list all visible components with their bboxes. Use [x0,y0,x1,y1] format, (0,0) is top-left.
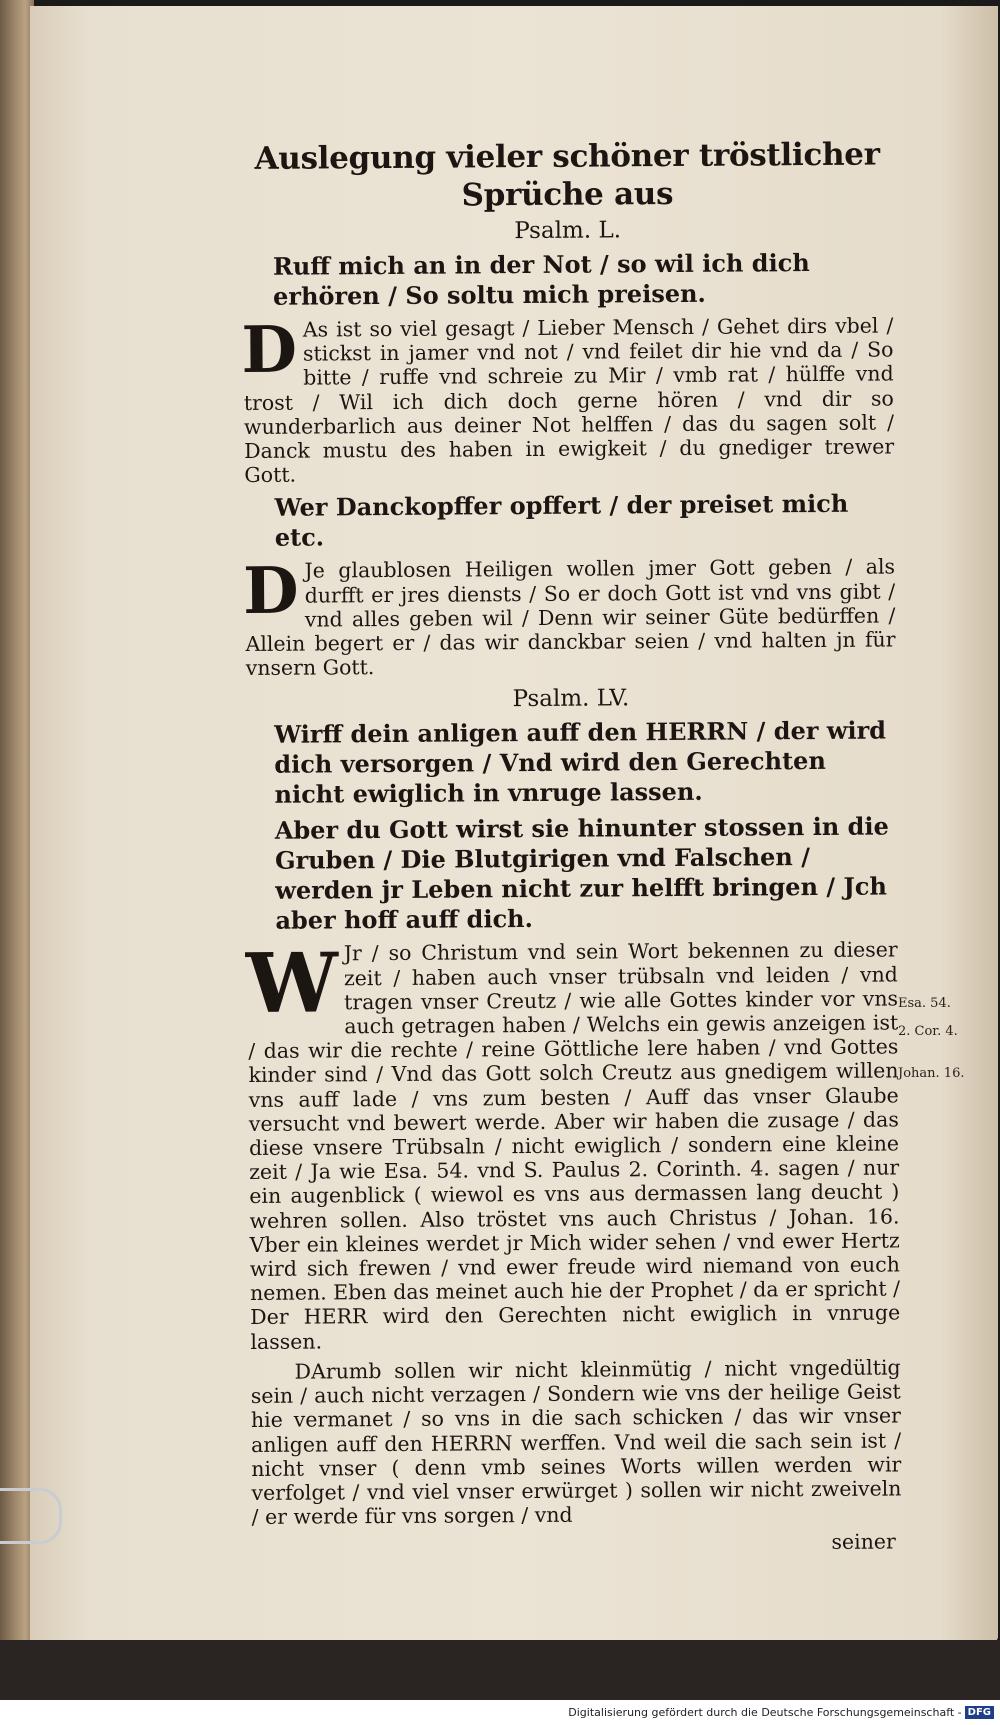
paragraph-text: Jr / so Christum vnd sein Wort bekennen zu dieser zeit / haben auch vnser trübsaln vnd leiden / vnd tragen vnser Creutz / wie alle Gottes kinder vor vns auch getragen haben / Welchs ein gewis anzeigen ist / das wir die rechte / reine Göttliche lere haben / vnd Gottes kinder sind / Vnd das Gott solch Creutz aus gnedigem willen vns auff lade / vns zum besten / Auff das vnser Glaube versucht vnd bewert werde. Aber wir haben die zusage / das diese vnsere Trübsaln / nicht ewiglich / sondern eine kleine zeit / Ja wie Esa. 54. vnd S. Paulus 2. Corinth. 4. sagen / nur ein augenblick ( wiewol es vns aus dermassen lang deucht ) wehren sollen. Also tröstet vns auch Christus / Johan. 16. Vber ein kleines werdet jr Mich wider sehen / vnd ewer Hertz wird sich frewen / vnd ewer freude wird niemand von euch nemen. Eben das meinet auch hie der Prophet / da er spricht / Der HERR wird den Gerechten nicht ewiglich in vnruge lassen. [248,937,901,1354]
verse-lv-2: Aber du Gott wirst sie hinunter stossen in die Gruben / Die Blutgirigen vnd Falschen / werden jr Leben nicht zur helfft bringen / Jch aber hoff auff dich. [274,811,889,936]
paragraph-l-1 [243,313,894,487]
margin-note: Esa. 54. [898,996,951,1011]
paragraph-text: As ist so viel gesagt / Lieber Mensch / Gehet dirs vbel / stickst in jamer vnd not / vnd feilet dir hie vnd da / So bitte / ruffe vnd schreie zu Mir / vmb rat / hülffe vnd trost / Wil ich dich doch gerne hören / vnd dir so wunderbarlich aus deiner Not helffen / das du sagen solt / Danck mustu des haben in ewigkeit / du gnediger trewer Gott. [243,313,895,488]
verse-l-1: Ruff mich an in der Not / so wil ich dich erhören / So soltu mich preisen. [272,248,810,311]
verse-lv-1: Wirff dein anligen auff den HERRN / der wird dich versorgen / Vnd wird den Gerechten nicht ewiglich in vnruge lassen. [274,715,887,810]
drop-initial: W [245,935,339,1033]
page-text [242,135,902,1557]
dfg-logo: DFG [965,1706,994,1719]
verse-l-2: Wer Danckopffer opffert / der preiset mich etc. [274,489,849,553]
catchword: seiner [831,1529,896,1555]
drop-initial: D [241,312,298,389]
footer-bar [0,1700,1000,1725]
drop-initial: D [242,554,299,630]
book-edge [0,0,34,1640]
footer-credit: Digitalisierung gefördert durch die Deutsche Forschungsgemeinschaft - [568,1706,962,1719]
page-title: Auslegung vieler schöner tröstlicher Sprüche aus [254,136,880,214]
psalm-heading-lv: Psalm. LV. [512,685,630,713]
paragraph-text: DArumb sollen wir nicht kleinmütig / nicht vngedültig sein / auch nicht verzagen / Sondern wie vns der heilige Geist hie vermanet / so vns in die sach schicken / das wir vnser anligen auff den HERRN werffen. Vnd weil die sach sein ist / nicht vnser ( denn vmb seines Worts willen werden wir verfolget / vnd viel vnser erwürget ) sollen wir nicht zweiveln / er werde für vns sorgen / vnd [250,1355,902,1530]
margin-note: 2. Cor. 4. [898,1024,958,1039]
paragraph-l-2 [242,554,896,681]
page-clip [0,1488,62,1544]
paragraph-lv-2 [251,1355,902,1529]
paragraph-lv-1 [245,935,901,1354]
margin-note: Johan. 16. [898,1066,965,1081]
scan-background [0,1640,1000,1700]
paragraph-text: Je glaublosen Heiligen wollen jmer Gott geben / als durfft er jres diensts / So er doch Gott ist vnd vns gibt / vnd alles geben wil / Denn wir seiner Güte bedürffen / Allein begert er / das wir danckbar seien / vnd halten jn für vnsern Gott. [245,554,896,681]
psalm-heading-l: Psalm. L. [514,217,622,245]
